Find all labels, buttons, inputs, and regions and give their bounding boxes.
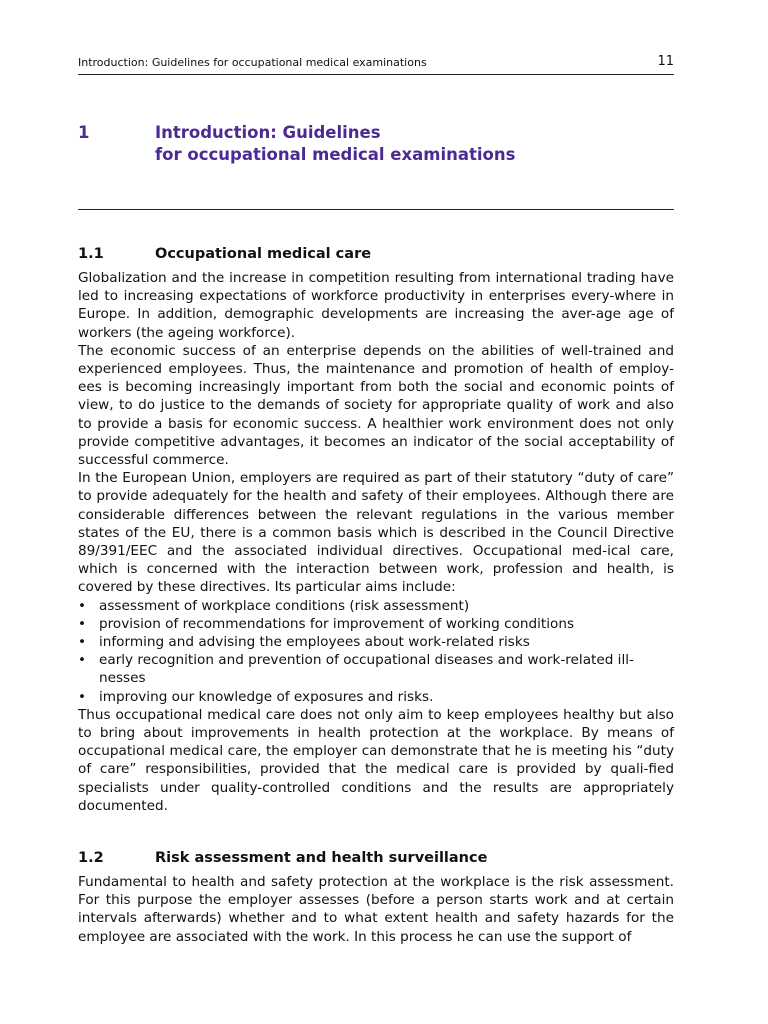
section-title: Risk assessment and health surveillance: [155, 850, 488, 866]
list-item: [78, 688, 674, 706]
bullet: •: [78, 615, 87, 632]
chapter-title-line-2: for occupational medical examinations: [155, 145, 516, 164]
list-item: [78, 651, 674, 687]
list-item: [78, 597, 674, 615]
bullet: •: [78, 634, 87, 651]
chapter-divider: [78, 209, 674, 210]
paragraph: Fundamental to health and safety protection at the workplace is the risk assessment. For this purpose the employer assesses (before a person starts work and at certain intervals afterwards) whether and to what extent health and safety hazards for the employee are associated with the work. In this process he can use the support of: [78, 874, 674, 945]
section-title: Occupational medical care: [155, 246, 372, 262]
section-1-1-body: [78, 269, 674, 815]
section-number: 1.1: [78, 246, 104, 262]
header-title: Introduction: Guidelines for occupational medical examinations: [78, 56, 427, 69]
list-item-text: provision of recommendations for improvement of working conditions: [99, 615, 575, 632]
aims-list: [78, 597, 674, 706]
section-number: 1.2: [78, 850, 104, 866]
page-number: 11: [657, 54, 674, 69]
list-item-text: early recognition and prevention of occupational diseases and work-related ill-nesses: [99, 652, 634, 687]
bullet: •: [78, 688, 87, 705]
bullet: •: [78, 652, 87, 669]
list-item: [78, 633, 674, 651]
list-item-text: improving our knowledge of exposures and risks.: [99, 688, 434, 705]
paragraph: Globalization and the increase in competition resulting from international trading have led to increasing expectations of workforce productivity in enterprises every-where in Europe. In addition, demographic developments are increasing the aver-age age of workers (the ageing workforce).: [78, 270, 674, 341]
chapter-title: [155, 122, 675, 166]
paragraph: Thus occupational medical care does not only aim to keep employees healthy but also to bring about improvements in health protection at the workplace. By means of occupational medical care, the employer can demonstrate that he is meeting his “duty of care” responsibilities, provided that the medical care is provided by quali-fied specialists under quality-controlled conditions and the results are appropriately documented.: [78, 706, 674, 814]
bullet: •: [78, 597, 87, 614]
paragraph: In the European Union, employers are required as part of their statutory “duty of care” to provide adequately for the health and safety of their employees. Although there are considerable differences between the relevant regulations in the various member states of the EU, there is a common basis which is described in the Council Directive 89/391/EEC and the associated individual directives. Occupational med-ical care, which is concerned with the interaction between work, profession and health, is covered by these directives. Its particular aims include:: [78, 470, 674, 596]
chapter-number: 1: [78, 123, 90, 142]
running-header: [78, 54, 674, 75]
list-item-text: informing and advising the employees about work-related risks: [99, 634, 530, 651]
chapter-title-line-1: Introduction: Guidelines: [155, 123, 381, 142]
list-item: [78, 615, 674, 633]
paragraph: The economic success of an enterprise depends on the abilities of well-trained and experienced employees. Thus, the maintenance and promotion of health of employ-ees is becoming increasingly important from both the social and economic points of view, to do justice to the demands of society for appropriate quality of work and also to provide a basis for economic success. A healthier work environment does not only provide competitive advantages, it becomes an indicator of the social acceptability of successful commerce.: [78, 342, 674, 469]
section-1-2-body: [78, 873, 674, 946]
list-item-text: assessment of workplace conditions (risk assessment): [99, 597, 470, 614]
